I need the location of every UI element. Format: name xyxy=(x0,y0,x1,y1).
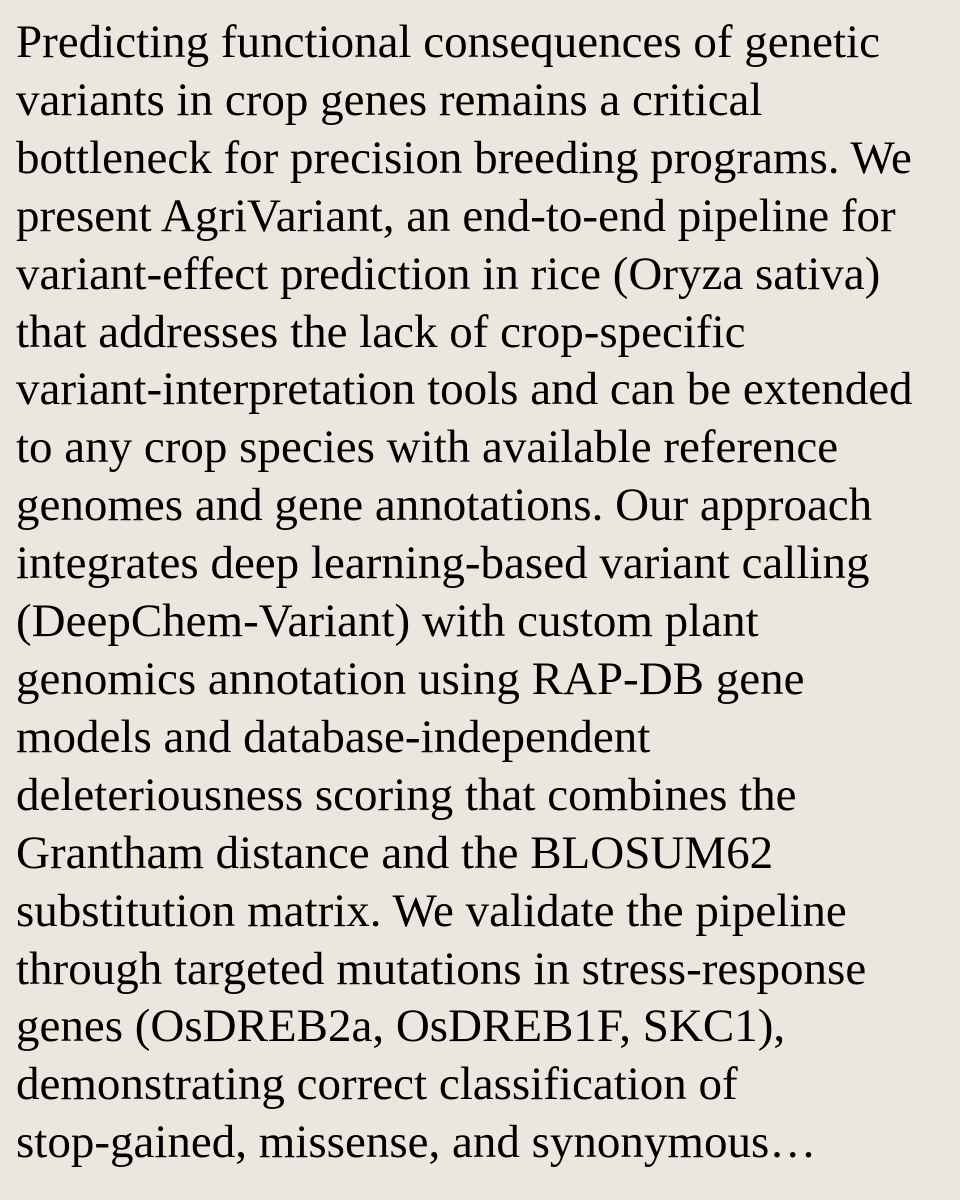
abstract-line: genes (OsDREB2a, OsDREB1F, SKC1), xyxy=(16,1000,786,1053)
abstract-line: to any crop species with available reference xyxy=(16,421,839,474)
abstract-line: variants in crop genes remains a critical xyxy=(16,73,763,126)
abstract-line: bottleneck for precision breeding programs. We xyxy=(16,131,912,184)
abstract-line: Grantham distance and the BLOSUM62 xyxy=(16,826,774,879)
abstract-line: through targeted mutations in stress-response xyxy=(16,942,867,995)
abstract-line: demonstrating correct classification of xyxy=(16,1058,738,1111)
abstract-line: that addresses the lack of crop-specific xyxy=(16,305,746,358)
abstract-line: stop-gained, missense, and synonymous… xyxy=(16,1116,817,1169)
abstract-line: deleteriousness scoring that combines the xyxy=(16,768,797,821)
abstract-line: genomics annotation using RAP-DB gene xyxy=(16,652,805,705)
abstract-line: substitution matrix. We validate the pipeline xyxy=(16,884,847,937)
abstract-line: models and database-independent xyxy=(16,710,651,763)
abstract-line: Predicting functional consequences of genetic xyxy=(16,16,880,68)
abstract-text xyxy=(16,14,956,1172)
abstract-line: variant-interpretation tools and can be extended xyxy=(16,363,913,416)
abstract-line: genomes and gene annotations. Our approach xyxy=(16,479,873,532)
abstract-line: integrates deep learning-based variant calling xyxy=(16,537,870,590)
abstract-line: variant-effect prediction in rice (Oryza sativa) xyxy=(16,247,881,300)
abstract-line: present AgriVariant, an end-to-end pipeline for xyxy=(16,189,896,242)
abstract-line: (DeepChem-Variant) with custom plant xyxy=(16,595,759,648)
